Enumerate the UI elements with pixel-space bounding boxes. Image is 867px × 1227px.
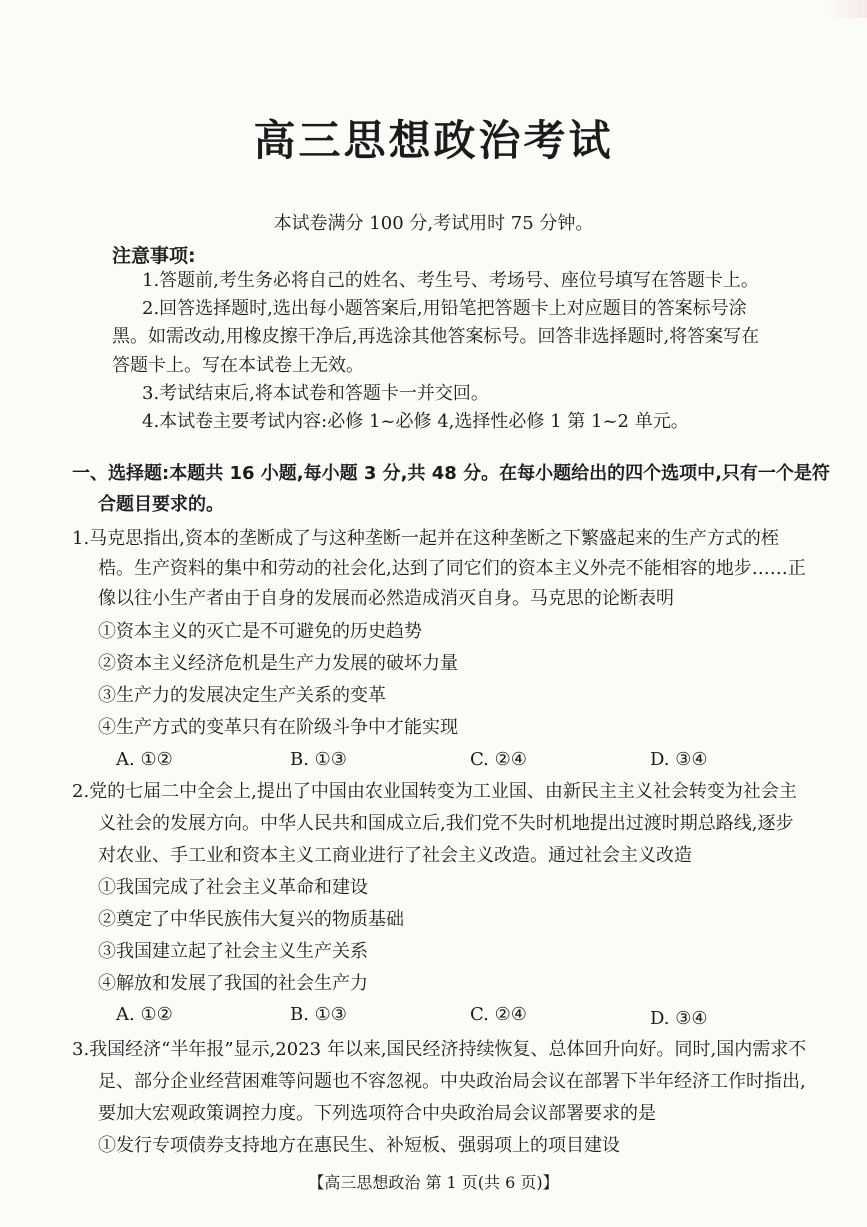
- question-2-stem: 义社会的发展方向。中华人民共和国成立后,我们党不失时机地提出过渡时期总路线,逐步: [98, 813, 794, 834]
- note-line: 3.考试结束后,将本试卷和答题卡一并交回。: [142, 383, 489, 404]
- question-1-item: ③生产力的发展决定生产关系的变革: [98, 685, 386, 706]
- question-1-option-d: D. ③④: [650, 749, 708, 770]
- exam-title: 高三思想政治考试: [253, 116, 614, 165]
- question-2-item: ①我国完成了社会主义革命和建设: [98, 877, 368, 898]
- section-heading-cont: 合题目要求的。: [98, 494, 224, 515]
- question-2-option-c: C. ②④: [470, 1004, 527, 1025]
- note-line: 答题卡上。写在本试卷上无效。: [112, 355, 364, 376]
- question-1-item: ④生产方式的变革只有在阶级斗争中才能实现: [98, 717, 458, 738]
- question-2-option-a: A. ①②: [116, 1004, 173, 1025]
- question-1-option-a: A. ①②: [116, 749, 173, 770]
- question-3-item: ①发行专项债券支持地方在惠民生、补短板、强弱项上的项目建设: [98, 1135, 620, 1156]
- question-2-item: ④解放和发展了我国的社会生产力: [98, 973, 368, 994]
- question-2-stem: 对农业、手工业和资本主义工商业进行了社会主义改造。通过社会主义改造: [98, 845, 692, 866]
- question-1-stem: 像以往小生产者由于自身的发展而必然造成消灭自身。马克思的论断表明: [98, 588, 674, 609]
- question-1-stem: 1.马克思指出,资本的垄断成了与这种垄断一起并在这种垄断之下繁盛起来的生产方式的桎: [72, 528, 779, 549]
- note-line: 2.回答选择题时,选出每小题答案后,用铅笔把答题卡上对应题目的答案标号涂: [142, 298, 747, 319]
- question-1-stem: 梏。生产资料的集中和劳动的社会化,达到了同它们的资本主义外壳不能相容的地步……正: [98, 558, 806, 579]
- question-1-item: ①资本主义的灭亡是不可避免的历史趋势: [98, 621, 422, 642]
- question-3-stem: 3.我国经济“半年报”显示,2023 年以来,国民经济持续恢复、总体回升向好。同时,国内需求不: [72, 1039, 807, 1060]
- question-3-stem: 要加大宏观政策调控力度。下列选项符合中央政治局会议部署要求的是: [98, 1103, 656, 1124]
- question-2-option-d: D. ③④: [650, 1008, 708, 1029]
- question-1-option-b: B. ①③: [290, 749, 347, 770]
- question-1-option-c: C. ②④: [470, 749, 527, 770]
- paper-stain: [827, 0, 867, 18]
- question-3-stem: 足、部分企业经营困难等问题也不容忽视。中央政治局会议在部署下半年经济工作时指出,: [98, 1071, 806, 1092]
- question-2-item: ③我国建立起了社会主义生产关系: [98, 941, 368, 962]
- page-footer: 【高三思想政治 第 1 页(共 6 页)】: [308, 1173, 559, 1192]
- notes-heading: 注意事项:: [112, 245, 196, 267]
- question-2-option-b: B. ①③: [290, 1004, 347, 1025]
- note-line: 1.答题前,考生务必将自己的姓名、考生号、考场号、座位号填写在答题卡上。: [142, 270, 759, 291]
- note-line: 4.本试卷主要考试内容:必修 1~必修 4,选择性必修 1 第 1~2 单元。: [142, 411, 689, 432]
- question-2-stem: 2.党的七届二中全会上,提出了中国由农业国转变为工业国、由新民主主义社会转变为社会主: [72, 781, 797, 802]
- section-heading: 一、选择题:本题共 16 小题,每小题 3 分,共 48 分。在每小题给出的四个选项中,只有一个是符: [72, 463, 830, 484]
- question-2-item: ②奠定了中华民族伟大复兴的物质基础: [98, 909, 404, 930]
- question-1-item: ②资本主义经济危机是生产力发展的破坏力量: [98, 653, 458, 674]
- note-line: 黑。如需改动,用橡皮擦干净后,再选涂其他答案标号。回答非选择题时,将答案写在: [112, 326, 760, 347]
- exam-subtitle: 本试卷满分 100 分,考试用时 75 分钟。: [273, 213, 594, 234]
